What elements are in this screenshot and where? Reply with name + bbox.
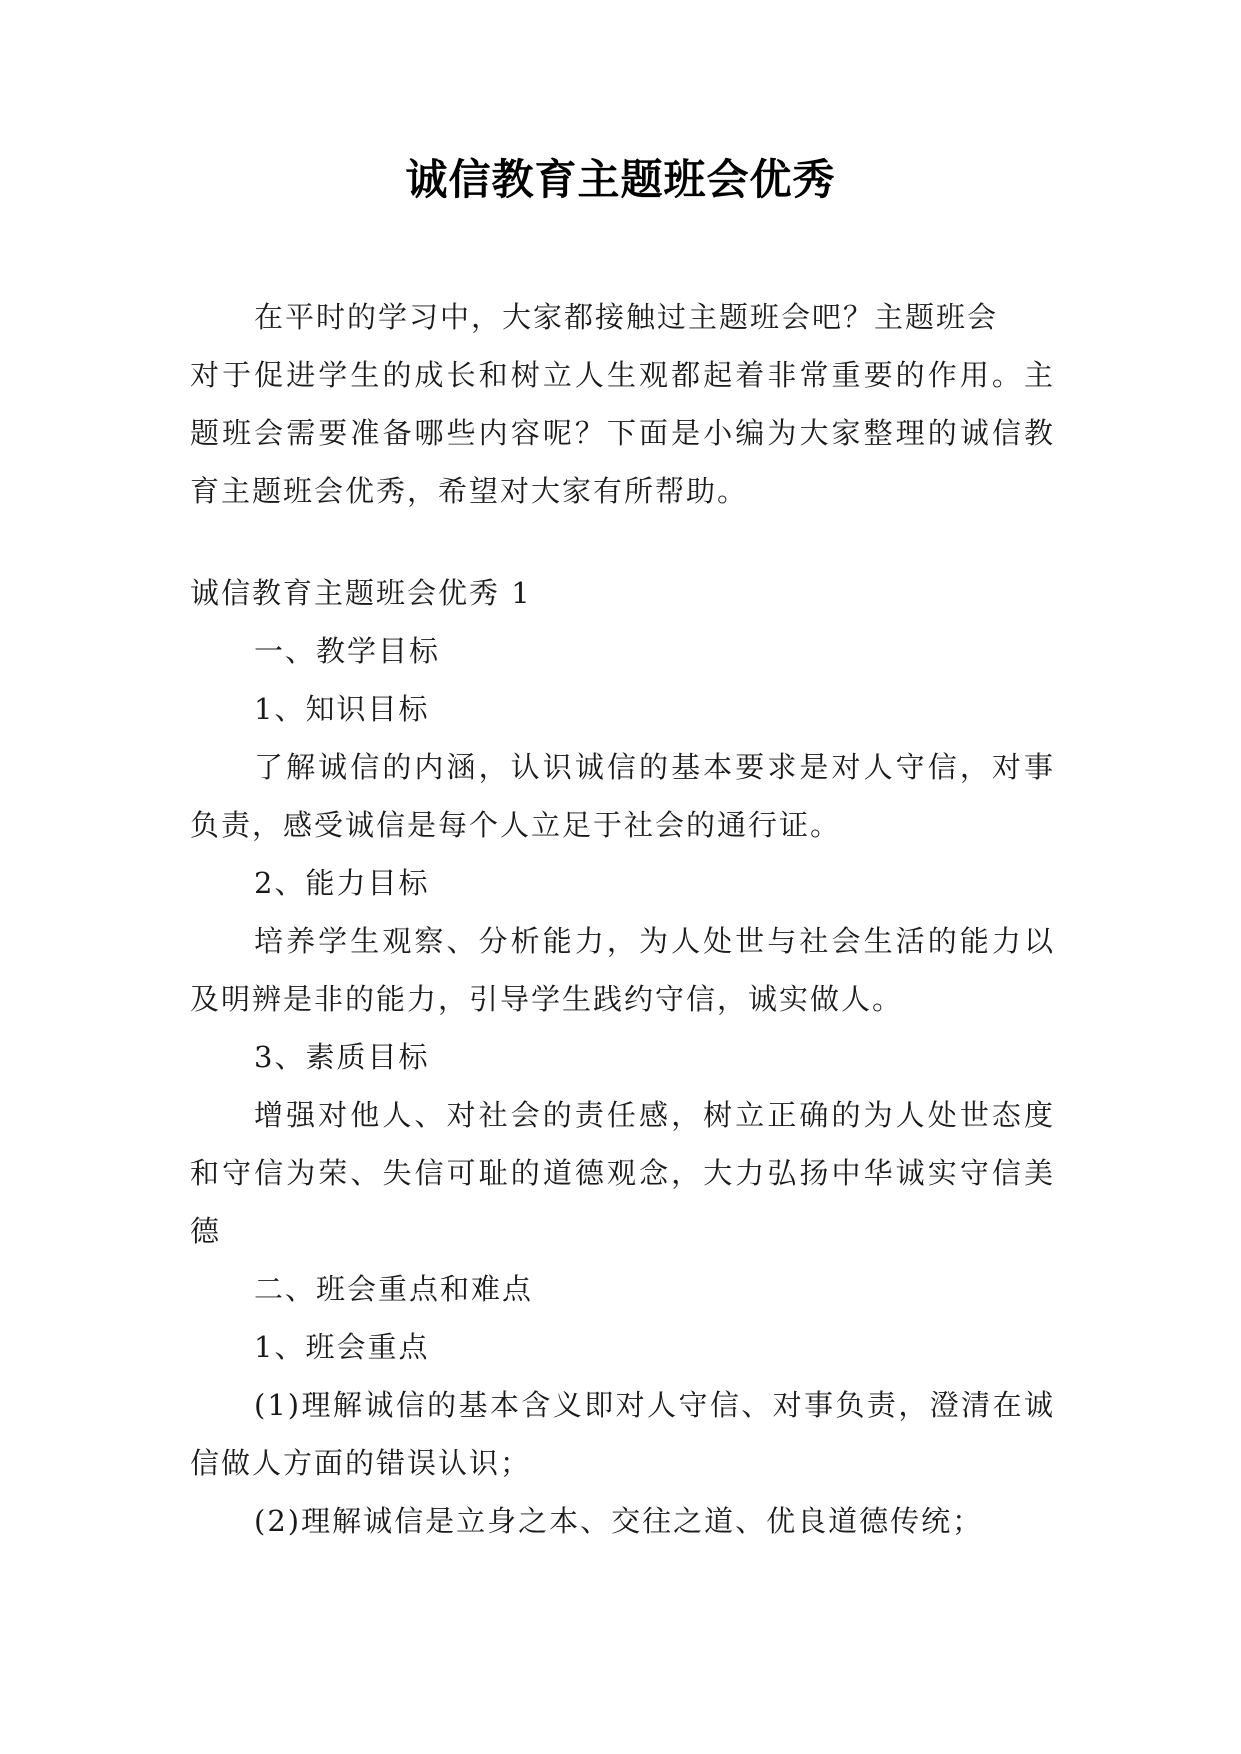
heading-key-points: 二、班会重点和难点 [254,1272,534,1306]
list-item-focus-2: (2)理解诚信是立身之本、交往之道、优良道德传统； [254,1504,984,1538]
intro-line: 主题班会需要准备哪些内容呢？下面是小编为大家整理的 [190,358,1055,450]
list-item-focus-1: (1)理解诚信的基本含义即对人守信、对事负责，澄清在诚信做人方面的错误认识； [190,1388,1055,1480]
intro-line: 诚信教育主题班会优秀，希望对大家有所帮助。 [190,416,1055,508]
intro-line: 对于促进学生的成长和树立人生观都起着非常重要的作用。 [190,358,1024,392]
paragraph-quality-goal: 增强对他人、对社会的责任感，树立正确的为人处世态度和守信为荣、失信可耻的道德观念，大力弘扬中华诚实守信美德 [190,1098,1055,1248]
intro-paragraph [190,288,1055,520]
intro-line: 在平时的学习中，大家都接触过主题班会吧？主题班会 [254,300,999,334]
heading-teaching-goals: 一、教学目标 [254,634,441,668]
subheading-quality-goal: 3、素质目标 [254,1040,430,1074]
subheading-ability-goal: 2、能力目标 [254,866,430,900]
document-body [190,288,1055,1550]
subheading-knowledge-goal: 1、知识目标 [254,692,430,726]
subheading-meeting-focus: 1、班会重点 [254,1330,430,1364]
paragraph-ability-goal: 培养学生观察、分析能力，为人处世与社会生活的能力以及明辨是非的能力，引导学生践约守信，诚实做人。 [190,924,1055,1016]
section-heading: 诚信教育主题班会优秀 1 [190,576,532,610]
document-title: 诚信教育主题班会优秀 [405,155,836,204]
paragraph-knowledge-goal: 了解诚信的内涵，认识诚信的基本要求是对人守信，对事负责，感受诚信是每个人立足于社会的通行证。 [190,750,1055,842]
